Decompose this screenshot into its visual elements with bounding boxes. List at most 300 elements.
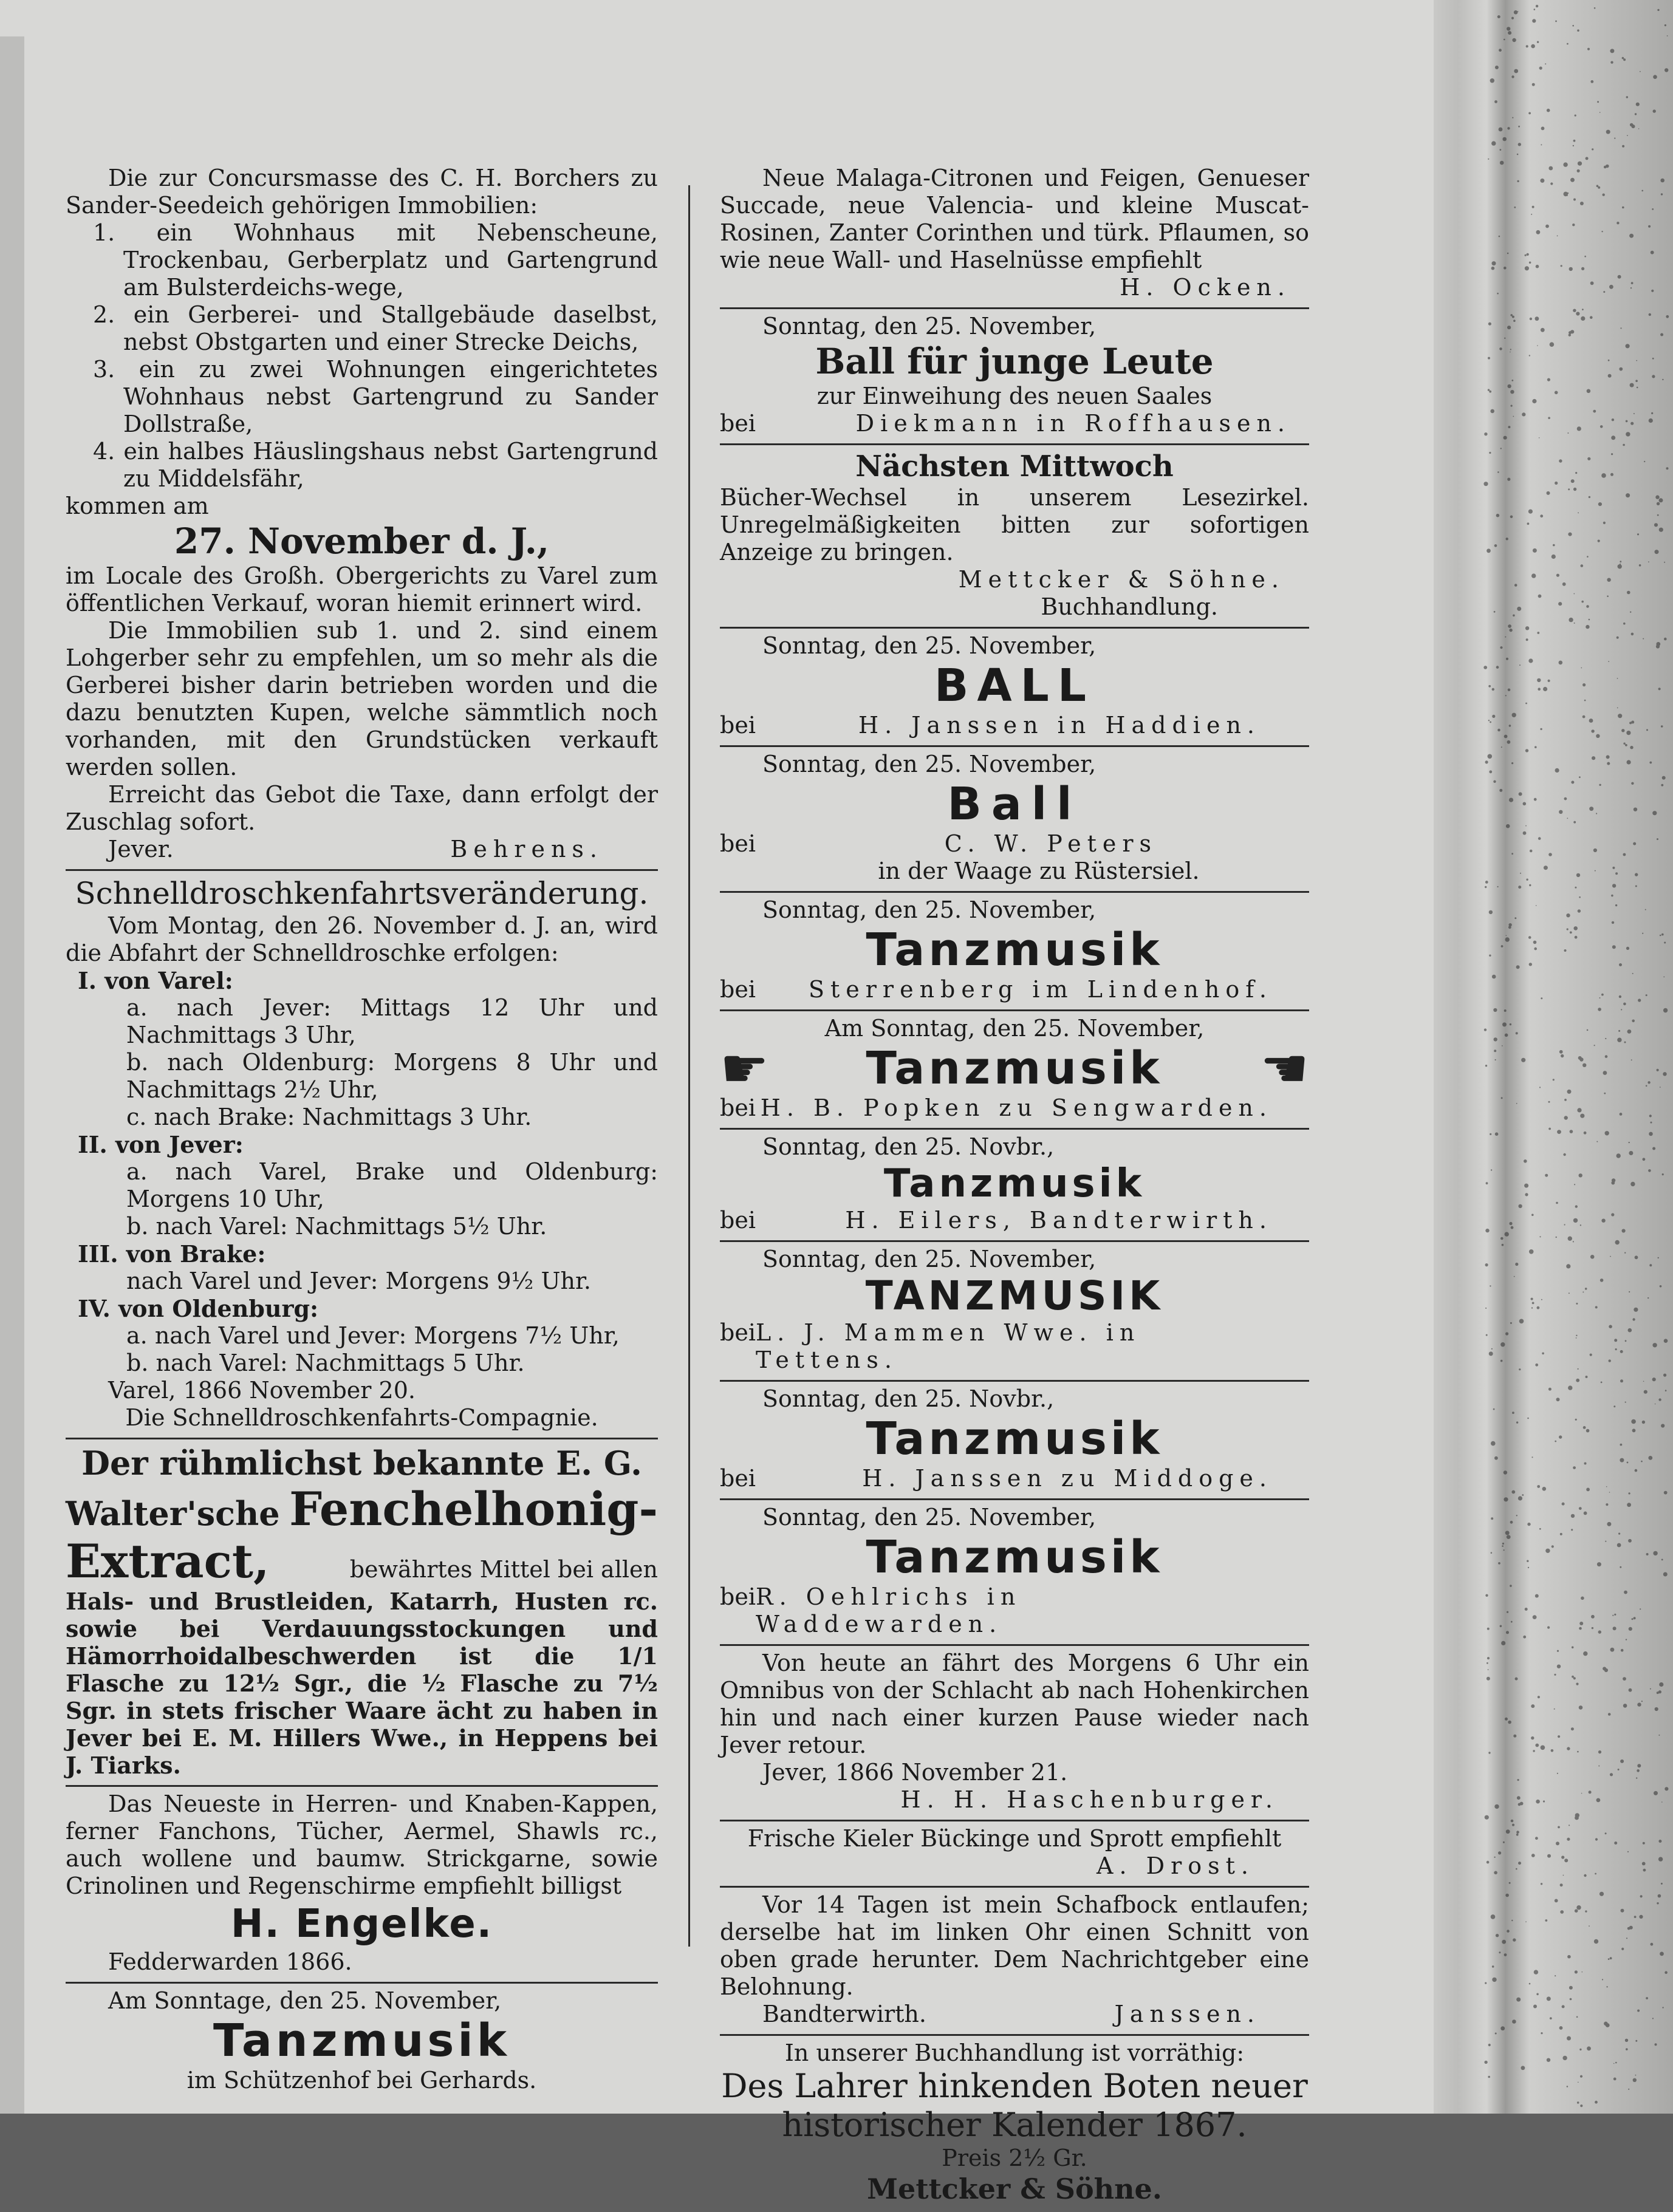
- speckle: [1502, 1045, 1503, 1046]
- speckle: [1505, 695, 1507, 696]
- ad-schnelldroschke: [66, 871, 658, 1439]
- speckle: [1601, 231, 1603, 232]
- speckle: [1627, 1851, 1629, 1852]
- ball2-who-2: in der Waage zu Rüstersiel.: [878, 858, 1200, 884]
- speckle: [1612, 945, 1616, 949]
- speckle: [1604, 2022, 1608, 2026]
- speckle: [1528, 936, 1531, 939]
- speckle: [1615, 1348, 1617, 1350]
- speckle: [1599, 784, 1601, 786]
- speckle: [1631, 782, 1634, 785]
- speckle: [1638, 128, 1640, 129]
- speckle: [1577, 426, 1581, 431]
- speckle: [1499, 347, 1502, 350]
- speckle: [1519, 1319, 1524, 1324]
- speckle: [1586, 605, 1589, 608]
- speckle: [1581, 267, 1584, 270]
- speckle: [1634, 1617, 1636, 1619]
- speckle: [1573, 309, 1576, 312]
- speckle: [1510, 516, 1513, 519]
- speckle: [1490, 78, 1494, 83]
- speckle: [1629, 1492, 1630, 1494]
- speckle: [1595, 870, 1596, 872]
- speckle: [1548, 680, 1550, 682]
- speckle: [1556, 1842, 1559, 1845]
- speckle: [1537, 1485, 1540, 1488]
- speckle: [1504, 1549, 1505, 1551]
- speckle: [1521, 1058, 1525, 1062]
- ad-ocken: [720, 161, 1309, 309]
- speckle: [1564, 1224, 1565, 1225]
- schnell-sec-3: III. von Brake:: [78, 1240, 266, 1268]
- speckle: [1584, 700, 1586, 701]
- speckle: [1532, 19, 1536, 22]
- tanz6-title: Tanzmusik: [866, 1531, 1163, 1583]
- speckle: [1611, 453, 1613, 455]
- tanz4-who: L. J. Mammen Wwe. in Tettens.: [755, 1319, 1141, 1373]
- speckle: [1508, 1721, 1511, 1724]
- speckle: [1509, 798, 1513, 802]
- speckle: [1510, 1023, 1511, 1025]
- schnell-1a: a. nach Jever: Mittags 12 Uhr und Nachmittags 3 Uhr,: [126, 994, 658, 1048]
- speckle: [1596, 734, 1599, 738]
- speckle: [1586, 1488, 1590, 1492]
- speckle: [1545, 225, 1549, 228]
- speckle: [1598, 502, 1602, 506]
- fenchel-subtitle: bewährtes Mittel bei allen: [349, 1556, 658, 1583]
- concurs-item-4: 4. ein halbes Häuslingshaus nebst Gartengrund zu Middelsfähr,: [93, 438, 658, 492]
- speckle: [1612, 921, 1614, 924]
- drost-body: Frische Kieler Bückinge und Sprott empfiehlt: [747, 1825, 1282, 1852]
- ad-tanz-sterrenberg: [720, 893, 1309, 1011]
- speckle: [1577, 29, 1579, 32]
- speckle: [1489, 391, 1491, 393]
- speckle: [1507, 127, 1510, 129]
- speckle: [1513, 615, 1515, 617]
- speckle: [1648, 561, 1649, 562]
- speckle: [1637, 2010, 1640, 2012]
- speckle: [1564, 949, 1567, 952]
- speckle: [1580, 202, 1584, 205]
- speckle: [1518, 126, 1520, 128]
- speckle: [1561, 265, 1562, 267]
- speckle: [1651, 251, 1654, 254]
- speckle: [1648, 1456, 1652, 1460]
- speckle: [1535, 316, 1539, 321]
- speckle: [1626, 493, 1630, 497]
- speckle: [1531, 1736, 1534, 1739]
- ad-concurs: [66, 161, 658, 871]
- speckle: [1655, 550, 1659, 554]
- speckle: [1545, 1919, 1547, 1922]
- speckle: [1594, 1939, 1598, 1944]
- speckle: [1531, 573, 1536, 578]
- speckle: [1547, 2058, 1550, 2062]
- speckle: [1628, 2089, 1629, 2090]
- speckle: [1506, 935, 1507, 937]
- speckle: [1635, 886, 1637, 887]
- fenchel-line-3: [66, 1535, 658, 1588]
- speckle: [1661, 784, 1663, 787]
- speckle: [1487, 1662, 1488, 1664]
- speckle: [1486, 1182, 1488, 1184]
- speckle: [1637, 533, 1639, 535]
- speckle: [1651, 290, 1654, 292]
- speckle: [1569, 267, 1573, 271]
- speckle: [1628, 1328, 1632, 1333]
- speckle: [1497, 886, 1499, 887]
- speckle: [1608, 661, 1609, 662]
- speckle: [1577, 169, 1580, 172]
- speckle: [1523, 1636, 1526, 1639]
- speckle: [1507, 326, 1511, 329]
- tanz1-date: Sonntag, den 25. November,: [762, 896, 1097, 923]
- omnibus-body: Von heute an fährt des Morgens 6 Uhr ein Omnibus von der Schlacht ab nach Hohenkirchen hin und nach einer kurzen Pause wieder nach Jever retour.: [720, 1650, 1309, 1758]
- speckle: [1578, 909, 1581, 912]
- tanz2-venue: [720, 1094, 1309, 1122]
- speckle: [1652, 375, 1655, 378]
- speckle: [1550, 182, 1553, 185]
- speckle: [1641, 1701, 1643, 1702]
- speckle: [1659, 528, 1663, 532]
- speckle: [1635, 873, 1638, 876]
- speckle: [1618, 1769, 1620, 1770]
- speckle: [1601, 473, 1606, 478]
- speckle: [1599, 112, 1601, 113]
- speckle: [1576, 2016, 1578, 2018]
- speckle: [1491, 267, 1495, 270]
- speckle: [1638, 998, 1641, 1002]
- speckle: [1612, 884, 1616, 887]
- speckle: [1658, 1690, 1661, 1693]
- speckle: [1528, 658, 1533, 663]
- speckle: [1619, 995, 1621, 998]
- speckle: [1492, 1978, 1496, 1982]
- speckle: [1614, 1842, 1617, 1845]
- tanz4-venue: [720, 1319, 1309, 1374]
- speckle: [1630, 287, 1632, 288]
- speckle: [1543, 687, 1547, 691]
- speckle: [1577, 1751, 1579, 1753]
- speckle: [1509, 629, 1512, 632]
- speckle: [1625, 1340, 1627, 1342]
- speckle: [1535, 1744, 1539, 1747]
- speckle: [1510, 390, 1514, 394]
- speckle: [1502, 1244, 1504, 1246]
- kalender-price: Preis 2½ Gr.: [942, 2145, 1087, 2171]
- speckle: [1603, 291, 1605, 293]
- speckle: [1545, 63, 1546, 64]
- speckle: [1643, 1869, 1646, 1872]
- speckle: [1635, 2040, 1637, 2042]
- speckle: [1623, 1003, 1626, 1006]
- speckle: [1548, 853, 1552, 856]
- tanz5-venue: [720, 1465, 1309, 1492]
- speckle: [1536, 265, 1539, 268]
- speckle: [1489, 452, 1491, 454]
- speckle: [1646, 1997, 1648, 1999]
- speckle: [1660, 179, 1664, 183]
- speckle: [1507, 478, 1510, 481]
- speckle: [1492, 688, 1494, 691]
- ball1-who: H. Janssen in Haddien.: [858, 712, 1261, 739]
- speckle: [1609, 1492, 1610, 1493]
- speckle: [1646, 994, 1647, 996]
- speckle: [1540, 179, 1544, 183]
- tanz1-bei: bei: [720, 976, 756, 1003]
- speckle: [1539, 1528, 1541, 1530]
- speckle: [1661, 1801, 1663, 1803]
- speckle: [1571, 1514, 1575, 1518]
- speckle: [1664, 1971, 1668, 1974]
- speckle: [1576, 1905, 1581, 1910]
- speckle: [1605, 1832, 1607, 1834]
- speckle: [1491, 141, 1496, 145]
- speckle: [1571, 479, 1575, 483]
- speckle: [1519, 792, 1522, 796]
- speckle: [1632, 973, 1634, 974]
- speckle: [1578, 1368, 1579, 1370]
- speckle: [1585, 1910, 1587, 1912]
- speckle: [1512, 117, 1513, 118]
- speckle: [1662, 2007, 1663, 2008]
- speckle: [1577, 1108, 1581, 1112]
- speckle: [1488, 389, 1490, 391]
- speckle: [1662, 776, 1666, 780]
- speckle: [1587, 457, 1590, 460]
- gerhards-venue: im Schützenhof bei Gerhards.: [186, 2067, 537, 2094]
- speckle: [1578, 2082, 1579, 2083]
- speckle: [1646, 729, 1648, 731]
- speckle: [1555, 21, 1557, 22]
- tanz6-venue: [720, 1583, 1309, 1638]
- speckle: [1550, 342, 1555, 347]
- speckle: [1512, 2019, 1516, 2024]
- speckle: [1601, 1219, 1605, 1223]
- speckle: [1664, 638, 1667, 641]
- speckle: [1493, 780, 1496, 783]
- speckle: [1526, 879, 1528, 881]
- speckle: [1496, 666, 1499, 669]
- speckle: [1635, 2075, 1637, 2076]
- speckle: [1650, 1688, 1651, 1690]
- speckle: [1575, 936, 1578, 939]
- speckle: [1657, 514, 1659, 516]
- speckle: [1655, 2043, 1657, 2046]
- speckle: [1510, 352, 1511, 353]
- gerhards-date: Am Sonntage, den 25. November,: [108, 1987, 502, 2014]
- left-column: [66, 161, 658, 2100]
- speckle: [1507, 1535, 1511, 1539]
- tanz2-bei: bei: [720, 1094, 756, 1121]
- speckle: [1642, 933, 1643, 934]
- speckle: [1664, 1787, 1668, 1790]
- speckle: [1631, 633, 1634, 636]
- speckle: [1581, 667, 1582, 669]
- speckle: [1527, 1418, 1529, 1419]
- fenchel-line-1: Der rühmlichst bekannte E. G.: [81, 1444, 642, 1483]
- speckle: [1504, 1497, 1508, 1501]
- speckle: [1652, 2018, 1654, 2019]
- speckle: [1559, 459, 1562, 462]
- speckle: [1504, 1953, 1507, 1956]
- speckle: [1483, 482, 1488, 486]
- speckle: [1613, 2063, 1615, 2064]
- speckle: [1573, 1241, 1574, 1242]
- speckle: [1643, 1158, 1646, 1161]
- gerhards-title: Tanzmusik: [213, 2015, 511, 2067]
- speckle: [1567, 43, 1569, 45]
- speckle: [1500, 2026, 1505, 2030]
- speckle: [1589, 807, 1593, 811]
- speckle: [1626, 1937, 1627, 1939]
- speckle: [1627, 1029, 1632, 1034]
- speckle: [1567, 432, 1569, 434]
- speckle: [1661, 1559, 1663, 1561]
- speckle: [1522, 1494, 1524, 1496]
- mittwoch-sign2: Buchhandlung.: [1041, 593, 1218, 620]
- speckle: [1636, 1777, 1637, 1778]
- speckle: [1517, 154, 1519, 155]
- speckle: [1627, 1462, 1629, 1464]
- speckle: [1609, 285, 1613, 289]
- speckle: [1513, 1735, 1516, 1738]
- speckle: [1558, 1735, 1560, 1738]
- speckle: [1548, 1101, 1550, 1103]
- ball-jung-venue: [720, 410, 1309, 437]
- ad-tanz-oehlrichs: [720, 1500, 1309, 1646]
- speckle: [1547, 491, 1550, 495]
- speckle: [1539, 1236, 1541, 1237]
- speckle: [1525, 1921, 1527, 1922]
- speckle: [1534, 746, 1537, 748]
- speckle: [1539, 437, 1540, 439]
- speckled-edge: [1482, 0, 1671, 2114]
- speckle: [1527, 1560, 1528, 1562]
- speckle: [1494, 100, 1497, 103]
- tanz2-banner: [720, 1036, 1309, 1101]
- speckle: [1511, 405, 1513, 407]
- speckle: [1490, 409, 1494, 414]
- speckle: [1631, 721, 1634, 724]
- speckle: [1590, 316, 1593, 319]
- speckle: [1557, 1773, 1558, 1774]
- speckle: [1625, 744, 1627, 746]
- speckle: [1516, 1868, 1517, 1870]
- speckle: [1537, 41, 1539, 43]
- speckle: [1640, 71, 1641, 72]
- speckle: [1511, 1490, 1515, 1494]
- speckle: [1664, 562, 1665, 563]
- speckle: [1519, 1368, 1521, 1370]
- speckle: [1550, 2017, 1552, 2019]
- speckle: [1634, 413, 1635, 414]
- speckle: [1512, 316, 1514, 318]
- speckle: [1531, 1854, 1535, 1857]
- speckle: [1547, 1996, 1551, 2001]
- speckle: [1582, 1971, 1583, 1973]
- schnell-sign: Die Schnelldroschkenfahrts-Compagnie.: [125, 1404, 598, 1431]
- speckle: [1605, 1038, 1606, 1039]
- speckle: [1570, 931, 1572, 934]
- speckle: [1532, 206, 1534, 208]
- ball2-date: Sonntag, den 25. November,: [762, 751, 1097, 777]
- speckle: [1630, 422, 1634, 425]
- speckle: [1523, 831, 1527, 835]
- speckle: [1571, 1727, 1574, 1730]
- speckle: [1509, 1882, 1511, 1884]
- speckle: [1635, 1255, 1638, 1259]
- speckle: [1626, 96, 1628, 98]
- speckle: [1653, 109, 1656, 112]
- speckle: [1620, 1350, 1623, 1353]
- speckle: [1611, 895, 1613, 897]
- speckle: [1488, 720, 1490, 721]
- speckle: [1586, 1376, 1588, 1378]
- speckle: [1537, 632, 1539, 634]
- speckle: [1500, 149, 1502, 151]
- drost-sign: A. Drost.: [1097, 1852, 1254, 1879]
- speckle: [1591, 729, 1594, 732]
- speckle: [1615, 2062, 1617, 2064]
- speckle: [1511, 1820, 1514, 1823]
- speckle: [1498, 1851, 1501, 1854]
- speckle: [1606, 1486, 1607, 1487]
- speckle: [1557, 1650, 1559, 1652]
- speckle: [1487, 548, 1491, 553]
- speckle: [1537, 678, 1541, 682]
- speckle: [1518, 1204, 1522, 1208]
- speckle: [1619, 963, 1622, 966]
- concurs-intro: Die zur Concursmasse des C. H. Borchers zu Sander-Seedeich gehörigen Immobilien:: [66, 165, 658, 219]
- speckle: [1605, 1541, 1606, 1542]
- speckle: [1641, 1461, 1643, 1463]
- speckle: [1598, 186, 1600, 189]
- speckle: [1661, 1424, 1664, 1427]
- speckle: [1652, 1343, 1657, 1347]
- speckle: [1604, 1093, 1606, 1094]
- speckle: [1568, 1385, 1572, 1390]
- speckle: [1513, 1938, 1516, 1941]
- speckle: [1525, 266, 1529, 270]
- speckle: [1657, 1902, 1658, 1904]
- speckle: [1535, 1594, 1539, 1598]
- speckle: [1553, 1079, 1555, 1080]
- speckle: [1534, 1970, 1538, 1974]
- speckle: [1501, 1641, 1505, 1645]
- speckle: [1494, 544, 1497, 547]
- speckle: [1594, 1045, 1595, 1046]
- schafbock-place: Bandterwirth.: [762, 2001, 926, 2027]
- speckle: [1521, 2066, 1525, 2070]
- speckle: [1494, 1871, 1497, 1875]
- speckle: [1600, 425, 1603, 428]
- speckle: [1657, 502, 1660, 505]
- speckle: [1541, 997, 1542, 999]
- speckle: [1652, 208, 1654, 210]
- speckle: [1633, 842, 1636, 845]
- speckle: [1488, 2076, 1490, 2078]
- speckle: [1575, 1909, 1578, 1913]
- speckle: [1613, 1627, 1617, 1630]
- speckle: [1491, 1914, 1496, 1919]
- speckle: [1495, 66, 1499, 69]
- speckle: [1624, 1252, 1626, 1254]
- ad-ball-peters: [720, 747, 1309, 893]
- speckle: [1533, 941, 1537, 944]
- speckle: [1515, 1263, 1518, 1266]
- speckle: [1587, 389, 1591, 394]
